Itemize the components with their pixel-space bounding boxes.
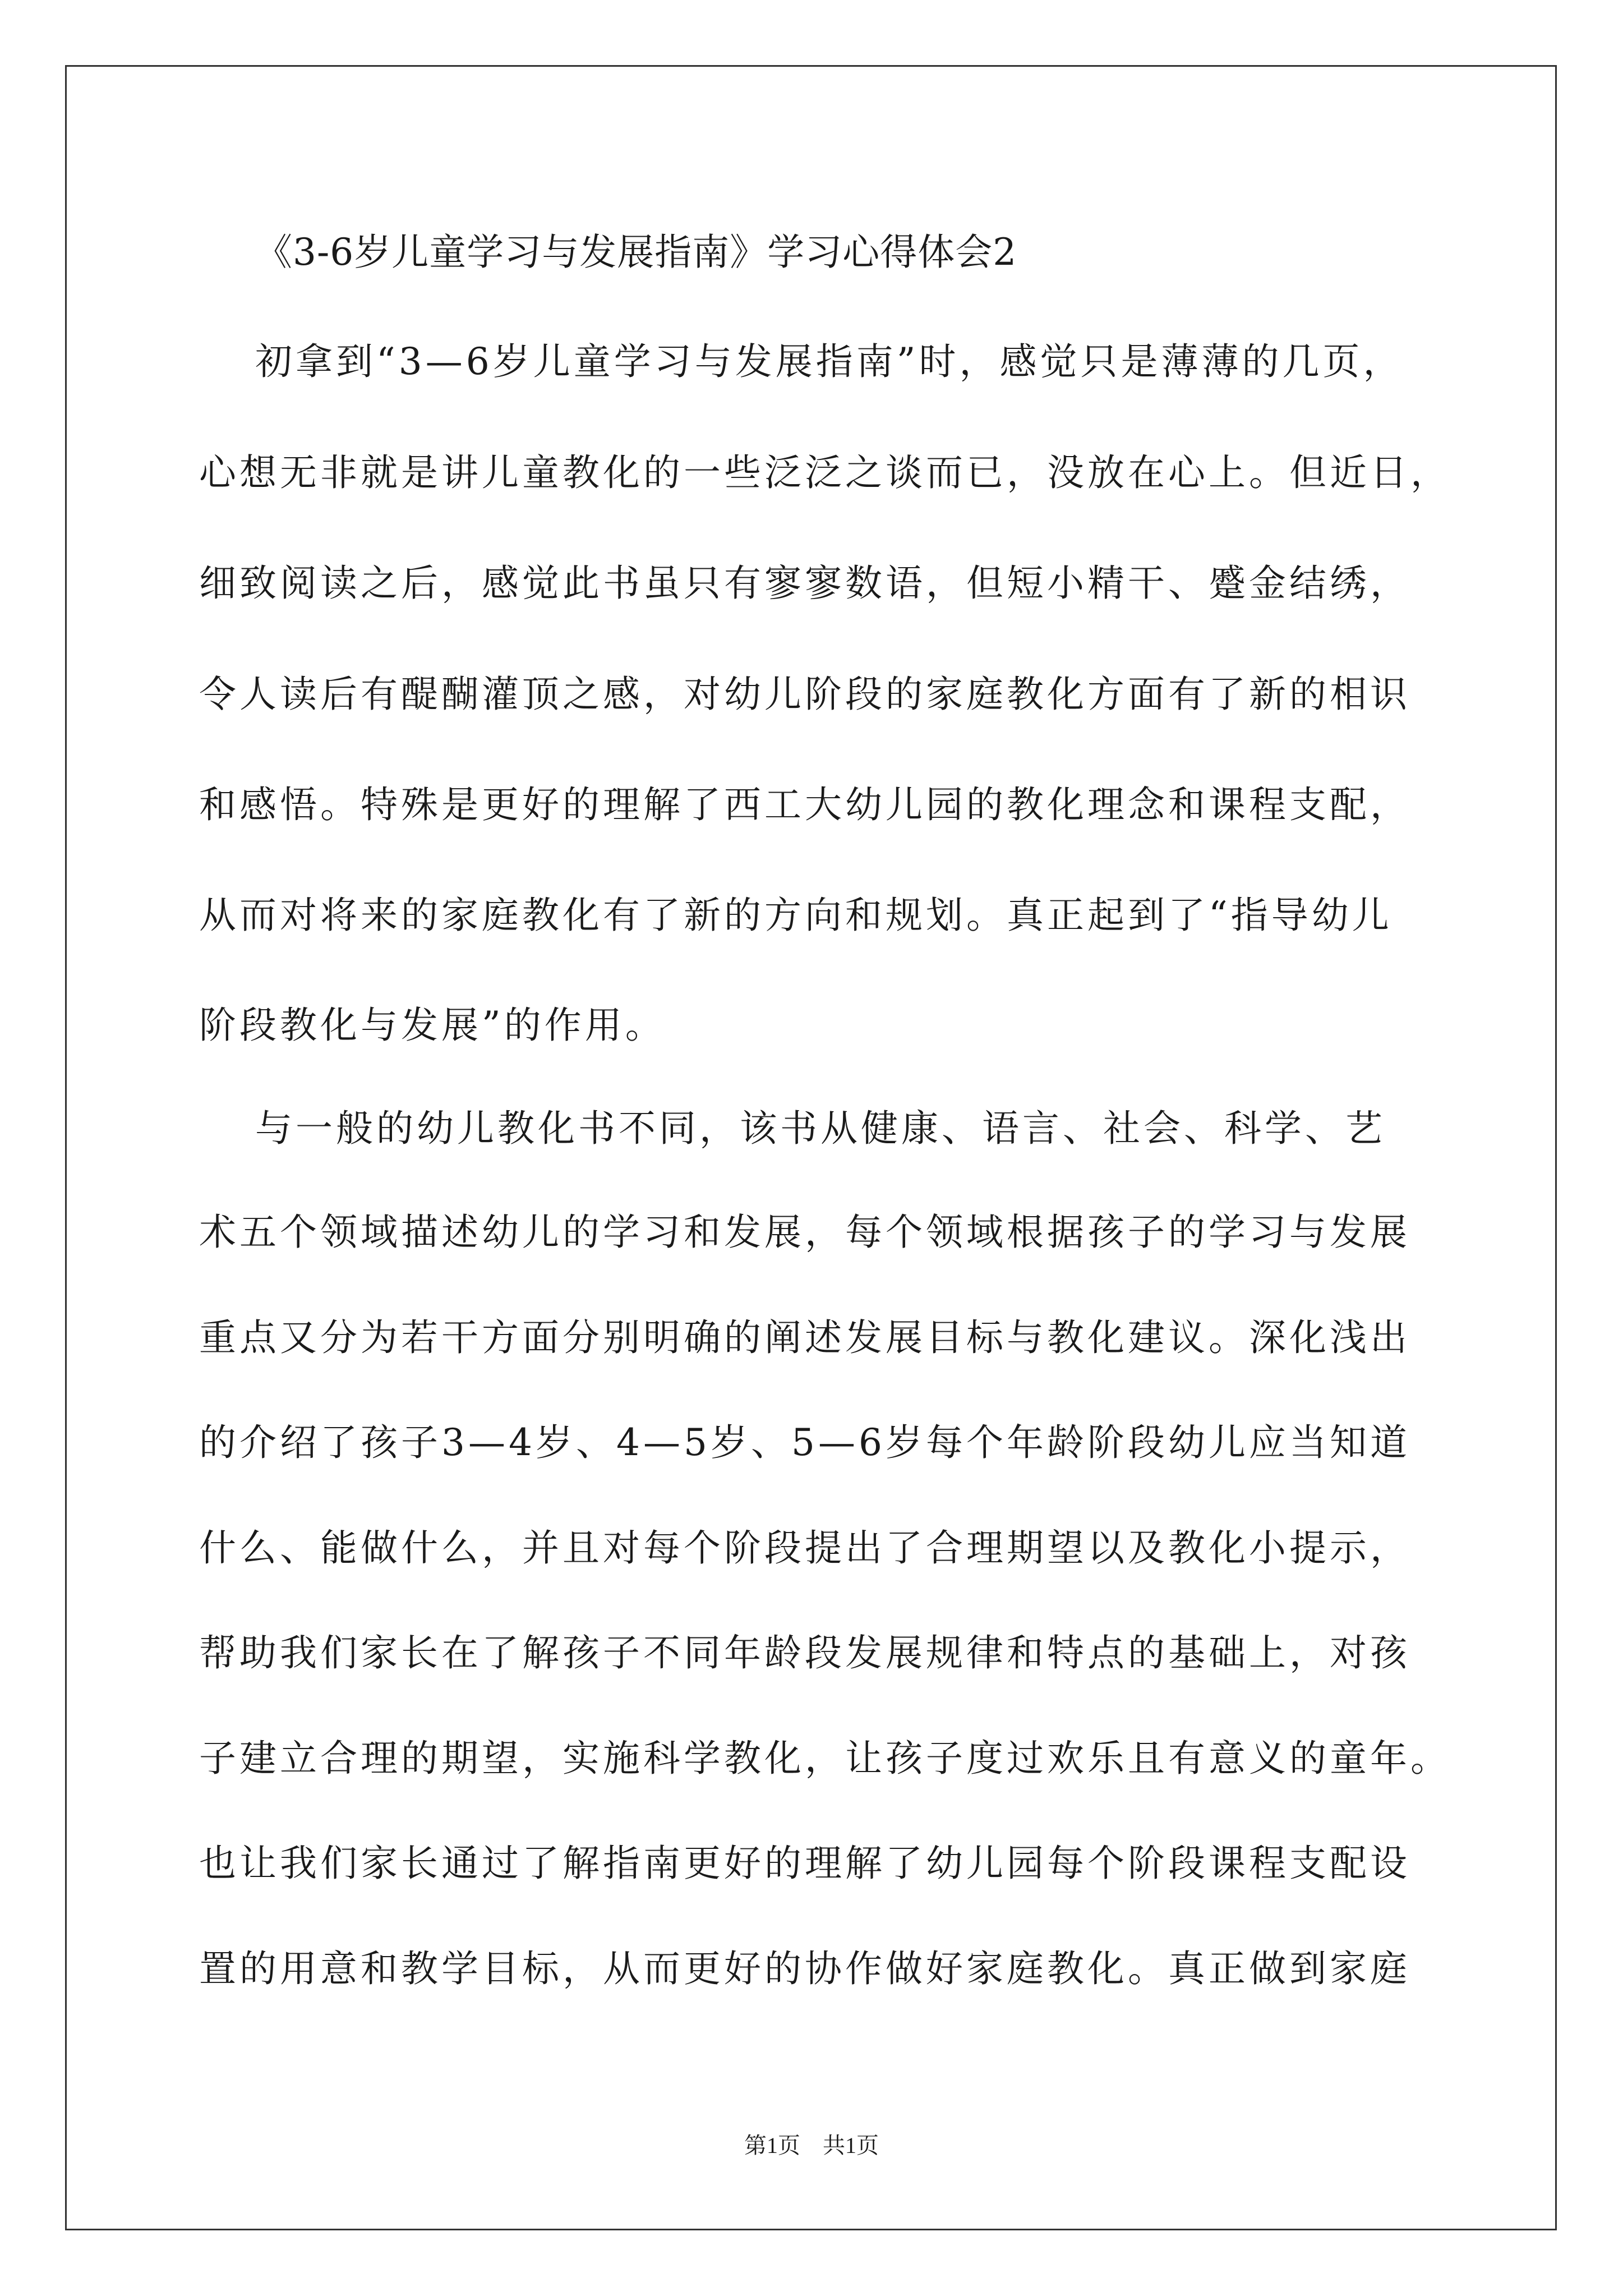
paragraph-line: 初拿到“3—6岁儿童学习与发展指南”时，感觉只是薄薄的几页， [255,340,1404,383]
paragraph-line: 重点又分为若干方面分别明确的阐述发展目标与教化建议。深化浅出 [199,1316,1410,1359]
document-title: 《3-6岁儿童学习与发展指南》学习心得体会2 [255,231,1017,274]
paragraph-line: 什么、能做什么，并且对每个阶段提出了合理期望以及教化小提示， [199,1526,1410,1570]
paragraph-line: 置的用意和教学目标，从而更好的协作做好家庭教化。真正做到家庭 [199,1947,1410,1990]
paragraph-line: 心想无非就是讲儿童教化的一些泛泛之谈而已，没放在心上。但近日， [199,451,1451,494]
paragraph-line: 术五个领域描述幼儿的学习和发展，每个领域根据孩子的学习与发展 [199,1211,1410,1254]
paragraph-line: 和感悟。特殊是更好的理解了西工大幼儿园的教化理念和课程支配， [199,783,1410,826]
paragraph-line: 细致阅读之后，感觉此书虽只有寥寥数语，但短小精干、蹙金结绣， [199,562,1410,605]
paragraph-line: 也让我们家长通过了解指南更好的理解了幼儿园每个阶段课程支配设 [199,1842,1410,1885]
paragraph-line: 与一般的幼儿教化书不同，该书从健康、语言、社会、科学、艺 [255,1107,1386,1150]
paragraph-line: 的介绍了孩子3—4岁、4—5岁、5—6岁每个年龄阶段幼儿应当知道 [199,1421,1410,1464]
paragraph-line: 阶段教化与发展”的作用。 [199,1004,666,1047]
paragraph-line: 子建立合理的期望，实施科学教化，让孩子度过欢乐且有意义的童年。 [199,1737,1451,1780]
page-number-footer: 第1页 共1页 [744,2133,879,2158]
paragraph-line: 从而对将来的家庭教化有了新的方向和规划。真正起到了“指导幼儿 [199,894,1393,937]
paragraph-line: 令人读后有醍醐灌顶之感，对幼儿阶段的家庭教化方面有了新的相识 [199,673,1410,716]
paragraph-line: 帮助我们家长在了解孩子不同年龄段发展规律和特点的基础上，对孩 [199,1631,1410,1674]
